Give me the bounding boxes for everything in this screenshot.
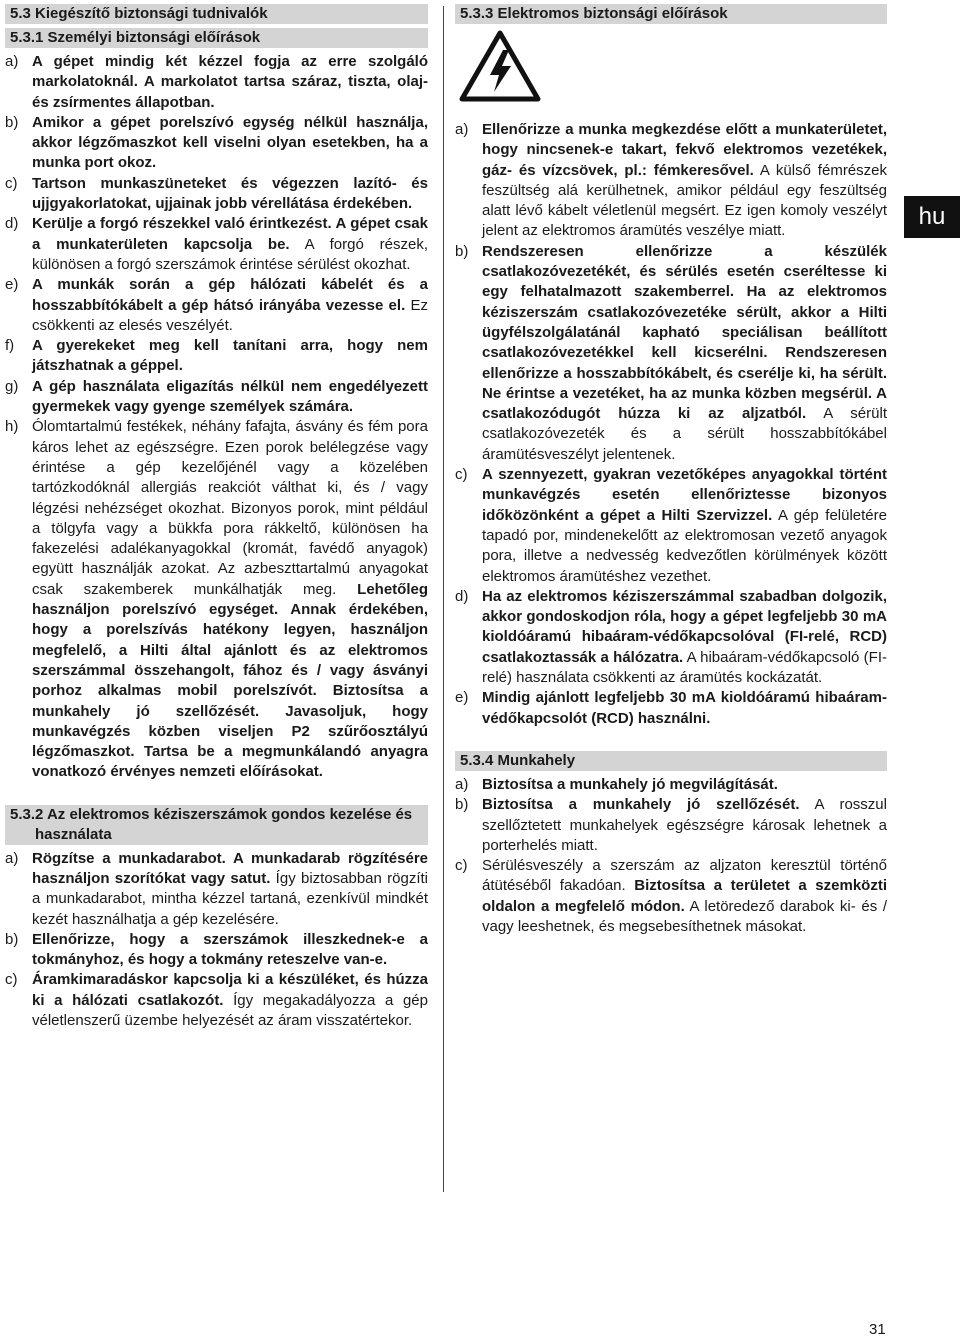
electrical-hazard-warning-icon [459,30,541,102]
section-heading-5-3-1: 5.3.1 Személyi biztonsági előírások [5,28,428,48]
right-column [455,4,887,937]
list-item: d) Kerülje a forgó részekkel való érintkezést. A gépet csak a munkaterületen kapcsolja be. A forgó részek, különösen a forgó szerszámok érintése sérülést okozhat. [5,215,428,273]
list-item: a) Rögzítse a munkadarabot. A munkadarab rögzítésére használjon szorítókat vagy satut. Így biztosabban rögzíti a munkadarabot, mintha kézzel tartaná, ezenkívül mindkét kezét használhatja a gép kezelésére. [5,849,428,928]
page-number: 31 [869,1321,886,1338]
list-5-3-2 [5,849,428,1032]
list-item: e) A munkák során a gép hálózati kábelét és a hosszabbítókábelt a gép hátsó irányába vezesse el. Ez csökkenti az elesés veszélyét. [5,276,428,334]
list-item: a) A gépet mindig két kézzel fogja az erre szolgáló markolatoknál. A markolatot tartsa száraz, tiszta, olaj- és zsírmentes állapotban. [5,53,428,111]
section-heading-5-3: 5.3 Kiegészítő biztonsági tudnivalók [5,4,428,24]
list-item: c) Tartson munkaszüneteket és végezzen lazító- és ujjgyakorlatokat, ujjainak jobb vérellátása érdekében. [5,174,428,213]
section-heading-5-3-2: 5.3.2 Az elektromos kéziszerszámok gondos kezelése és használata [5,805,428,845]
list-item: g) A gép használata eligazítás nélkül nem engedélyezett gyermekek vagy gyenge személyek számára. [5,377,428,416]
list-5-3-1 [5,52,428,783]
list-item: a) Ellenőrizze a munka megkezdése előtt a munkaterületet, hogy nincsenek-e takart, fekvő elektromos vezetékek, gáz- és vízcsövek, pl.: fémkeresővel. A külső fémrészek feszültség alá kerülhetnek, amikor például egy feszültség alatt lévő kábelt véletlenül megsért. Ez igen komoly veszélyt jelent az elektromos áramütés veszélye miatt. [455,121,887,240]
list-item: c) A szennyezett, gyakran vezetőképes anyagokkal történt munkavégzés esetén ellenőriztesse bizonyos időközönként a gépet a Hilti Szervizzel. A gép felületére tapadó por, mindenekelőtt az elektromosan vezető anyagok pora, illetve a nedvesség kedvezőtlen körülmények között elektromos áramütéshez vezethet. [455,466,887,585]
section-heading-5-3-3: 5.3.3 Elektromos biztonsági előírások [455,4,887,24]
list-item: f) A gyerekeket meg kell tanítani arra, hogy nem játszhatnak a géppel. [5,337,428,375]
list-item: e) Mindig ajánlott legfeljebb 30 mA kioldóáramú hibaáram-védőkapcsolót (RCD) használni. [455,689,887,727]
list-item: a) Biztosítsa a munkahely jó megvilágítását. [455,775,778,793]
language-tab: hu [904,196,960,238]
list-item: b) Rendszeresen ellenőrizze a készülék csatlakozóvezetékét, és sérülés esetén cseréltesse ki egy felhatalmazott szakemberrel. Ha az elektromos kéziszerszám csatlakozóvezetéke sérült, akkor a Hilti ügyfélszolgálatánál kapható speciálisan beállított csatlakozóvezetékkel kell kicserélni. Rendszeresen ellenőrizze a hosszabbítókábelt, és cserélje ki, ha sérült. Ne érintse a vezetéket, ha az munka közben megsérül. A csatlakozódugót húzza ki az aljzatból. A sérült csatlakozóvezeték és a sérült hosszabbítókábel áramütésveszélyt jelentenek. [455,242,887,463]
list-item: b) Amikor a gépet porelszívó egység nélkül használja, akkor légzőmaszkot kell viselni olyan esetekben, ha a munka port okoz. [5,113,428,172]
list-item: c) Áramkimaradáskor kapcsolja ki a készüléket, és húzza ki a hálózati csatlakozót. Így megakadályozza a gép véletlenszerű üzembe helyezését az áram visszatértekor. [5,971,428,1030]
list-5-3-4 [455,775,887,937]
column-divider [443,6,444,1192]
list-item: b) Biztosítsa a munkahely jó szellőzését. A rosszul szellőztetett munkahelyek egészségre károsak lehetnek a porterhelés miatt. [455,796,887,854]
list-5-3-3 [455,120,887,729]
list-item: d) Ha az elektromos kéziszerszámmal szabadban dolgozik, akkor gondoskodjon róla, hogy a gépet legfeljebb 30 mA kioldóáramú hibaáram-védőkapcsolóval (FI-relé, RCD) csatlakoztassák a hálózatra. A hibaáram-védőkapcsoló (FI-relé) használata csökkenti az áramütés kockázatát. [455,587,887,687]
list-item: c) Sérülésveszély a szerszám az aljzaton keresztül történő átütéséből fakadóan. Biztosítsa a területet a szemközti oldalon a megfelelő módon. A letöredező darabok ki- és / vagy leeshetnek, és megsebesíthetnek másokat. [455,857,887,935]
list-item: b) Ellenőrizze, hogy a szerszámok illeszkednek-e a tokmányhoz, és hogy a tokmány reteszelve van-e. [5,930,428,969]
list-item: h) Ólomtartalmú festékek, néhány fafajta, ásvány és fém pora káros lehet az egészségre. Ezen porok belélegzése vagy érintése a gép kezelőjénél vagy a közelében tartózkodóknál allergiás reakciót válthat ki, és / vagy légzési nehézséget okozhat. Bizonyos porok, mint például a tölgyfa vagy a bükkfa pora rákkeltő, különösen ha fakezelési adalékanyagokkal (kromát, favédő anyagok) együtt használják azokat. Az azbeszttartalmú anyagokat csak szakemberek munkálhatják meg. Lehetőleg használjon porelszívó egységet. Annak érdekében, hogy a porelszívás hatékony legyen, használjon megfelelő, a Hilti által ajánlott és az elektromos szerszámmal összehangolt, fához és / vagy ásványi porhoz alkalmas mobil porelszívót. Biztosítsa a munkahely jó szellőzését. Javasoljuk, hogy munkavégzés közben viseljen P2 szűrőosztályú légzőmaszkot. Tartsa be a megmunkálandó anyagra vonatkozó érvényes nemzeti előírásokat. [5,418,428,781]
section-heading-5-3-4: 5.3.4 Munkahely [455,751,887,771]
left-column [5,4,428,1031]
